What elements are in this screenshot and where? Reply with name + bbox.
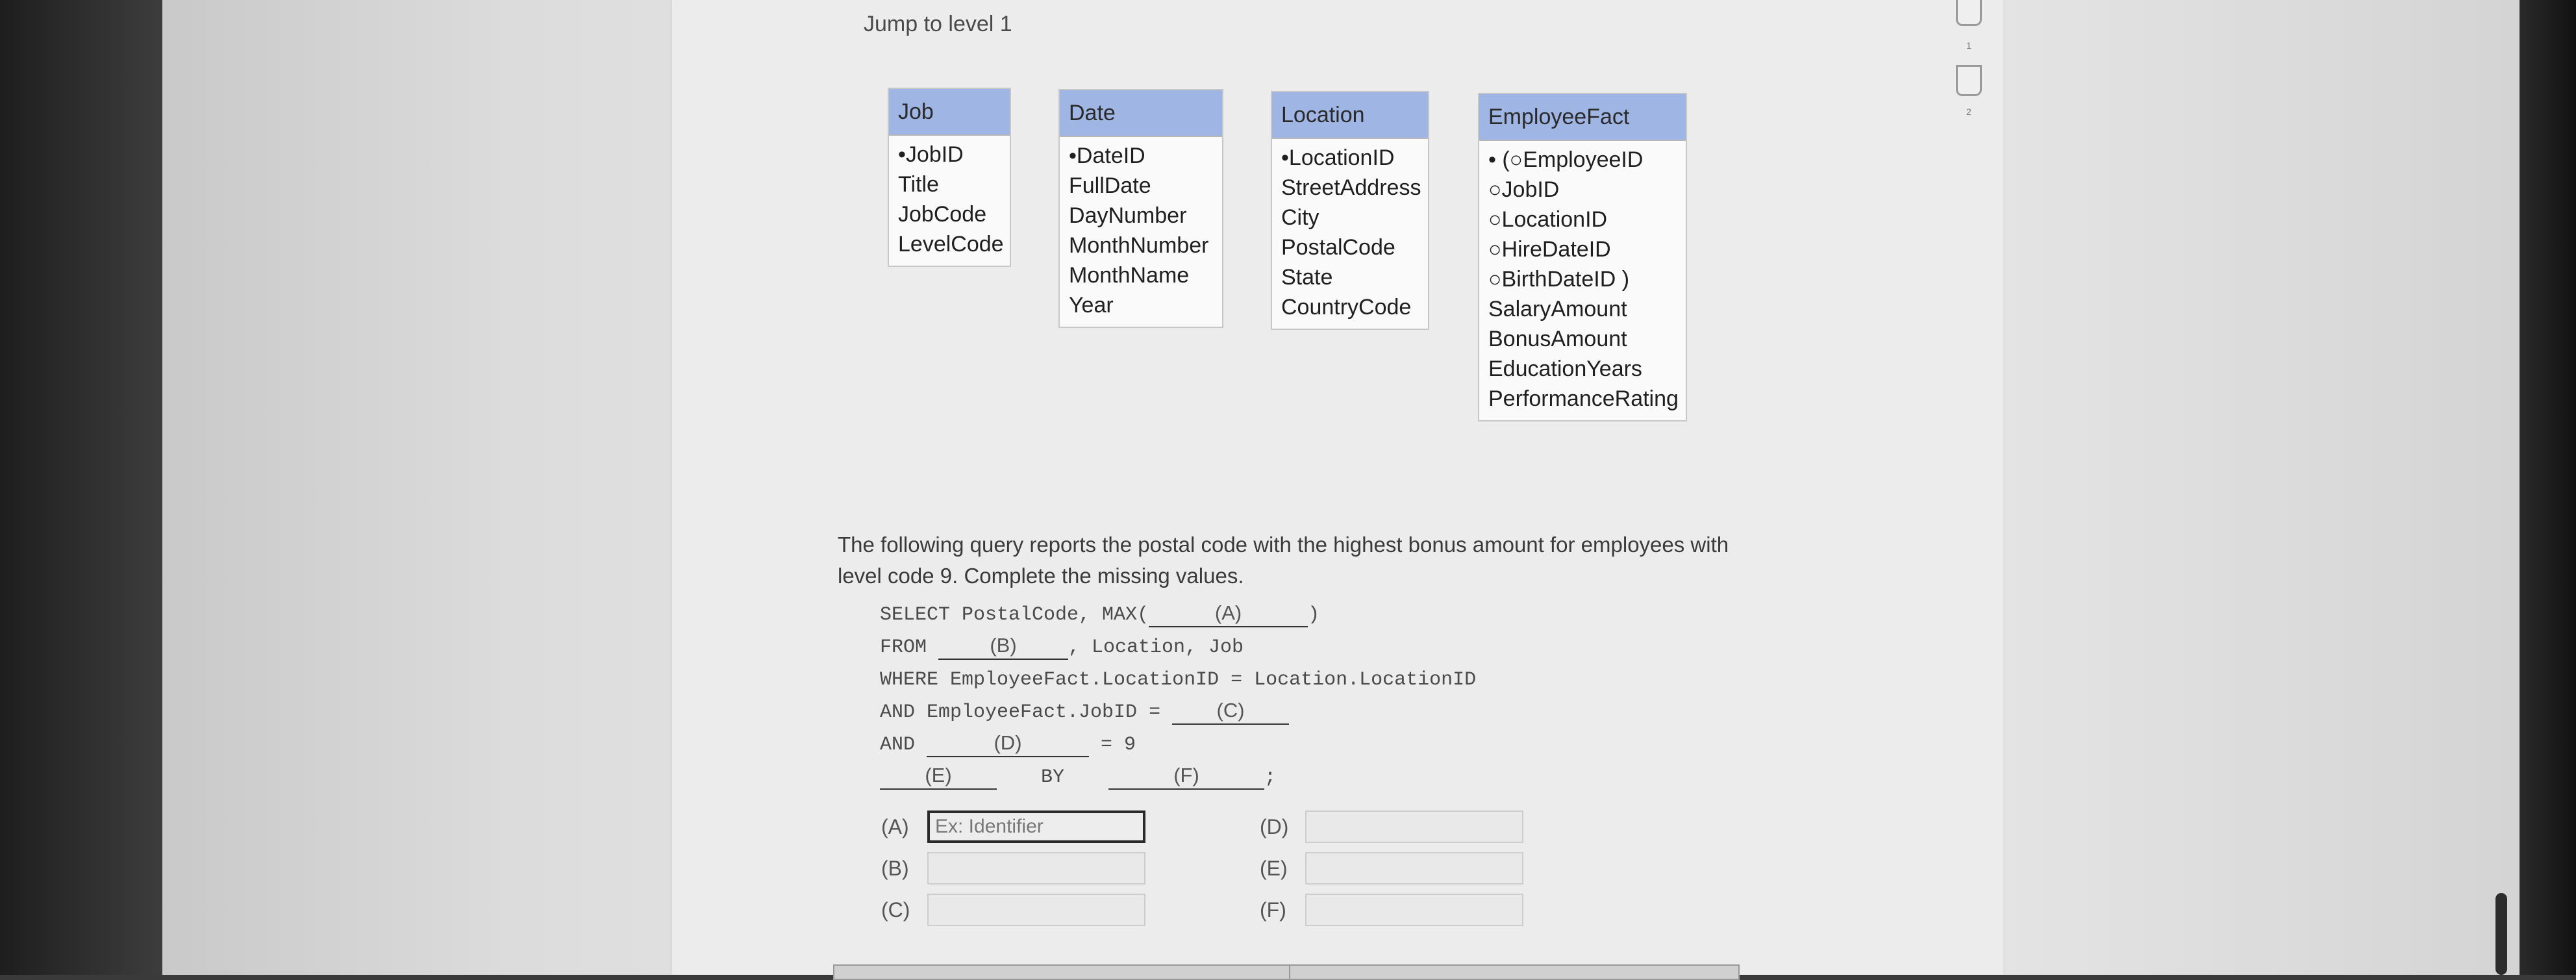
blank-c: (C) [1172, 697, 1289, 725]
job-field: LevelCode [898, 232, 1004, 257]
blank-e: (E) [880, 762, 997, 790]
scrollbar-thumb[interactable] [2495, 893, 2507, 975]
date-field: MonthNumber [1069, 233, 1209, 258]
location-field: •LocationID [1281, 145, 1395, 170]
date-field: •DateID [1069, 144, 1145, 168]
query-text: , Location, Job [1068, 636, 1244, 659]
location-table-header: Location [1272, 92, 1428, 139]
answer-c-input[interactable] [927, 894, 1145, 926]
answer-label-f: (F) [1260, 898, 1286, 922]
job-table [888, 88, 1011, 267]
location-field: PostalCode [1281, 235, 1395, 260]
query-text: ) [1308, 604, 1320, 626]
employeefact-field: ○LocationID [1488, 207, 1608, 232]
query-line-and-level [880, 729, 1136, 761]
level-2-indicator[interactable] [1956, 65, 1982, 96]
answer-f-input[interactable] [1305, 894, 1523, 926]
answer-d-input[interactable] [1305, 810, 1523, 843]
answer-label-a: (A) [881, 815, 909, 838]
employeefact-field: BonusAmount [1488, 327, 1627, 351]
job-field: Title [898, 172, 939, 197]
level-1-number: 1 [1966, 40, 1971, 51]
query-text: FROM [880, 636, 939, 659]
answer-b-input[interactable] [927, 852, 1145, 885]
location-field: CountryCode [1281, 295, 1412, 320]
check-button[interactable] [833, 964, 1290, 980]
level-2-number: 2 [1966, 107, 1971, 117]
answer-label-e: (E) [1260, 857, 1288, 880]
next-button[interactable] [1289, 964, 1740, 980]
query-line-where: WHERE EmployeeFact.LocationID = Location.LocationID [880, 669, 1477, 691]
employeefact-table-header: EmployeeFact [1479, 94, 1686, 141]
query-text: ; [1264, 766, 1277, 788]
location-table [1271, 91, 1429, 330]
date-field: FullDate [1069, 173, 1151, 198]
query-line-by [880, 761, 1276, 794]
answer-e-input[interactable] [1305, 852, 1523, 885]
blank-d: (D) [927, 730, 1089, 757]
employeefact-field: SalaryAmount [1488, 297, 1627, 321]
query-line-from [880, 631, 1244, 664]
level-1-indicator[interactable] [1956, 0, 1982, 26]
blank-a: (A) [1149, 600, 1308, 627]
employeefact-field: • (○EmployeeID [1488, 147, 1644, 172]
date-field: MonthName [1069, 263, 1190, 288]
question-text: The following query reports the postal code with the highest bonus amount for employees with level code 9. Complete the missing values. [838, 533, 1729, 588]
answer-label-c: (C) [881, 898, 910, 922]
job-field: •JobID [898, 142, 964, 167]
blank-f: (F) [1108, 762, 1264, 790]
employeefact-field: ○BirthDateID ) [1488, 267, 1630, 292]
query-text: BY [1029, 766, 1077, 788]
answer-a-input[interactable] [927, 810, 1145, 843]
location-field: City [1281, 205, 1319, 230]
location-field: State [1281, 265, 1333, 290]
job-table-header: Job [889, 89, 1010, 136]
query-line-select [880, 599, 1319, 631]
answer-label-b: (B) [881, 857, 909, 880]
employeefact-field: EducationYears [1488, 357, 1642, 381]
query-text: = 9 [1089, 734, 1136, 756]
employeefact-field: PerformanceRating [1488, 386, 1679, 411]
employeefact-table [1478, 93, 1687, 421]
employeefact-field: ○JobID [1488, 177, 1560, 202]
job-field: JobCode [898, 202, 987, 227]
date-field: Year [1069, 293, 1114, 318]
monitor-bezel-right [2520, 0, 2576, 975]
jump-to-level-link[interactable]: Jump to level 1 [864, 12, 1012, 36]
query-line-and-job [880, 696, 1289, 729]
date-table [1058, 89, 1223, 328]
monitor-bezel-left [0, 0, 162, 975]
blank-b: (B) [938, 633, 1068, 660]
date-field: DayNumber [1069, 203, 1187, 228]
employeefact-field: ○HireDateID [1488, 237, 1611, 262]
query-text: AND [880, 734, 927, 756]
location-field: StreetAddress [1281, 175, 1421, 200]
query-text: SELECT PostalCode, MAX( [880, 604, 1149, 626]
query-text: AND EmployeeFact.JobID = [880, 701, 1173, 723]
date-table-header: Date [1060, 90, 1222, 137]
answer-label-d: (D) [1260, 815, 1289, 838]
